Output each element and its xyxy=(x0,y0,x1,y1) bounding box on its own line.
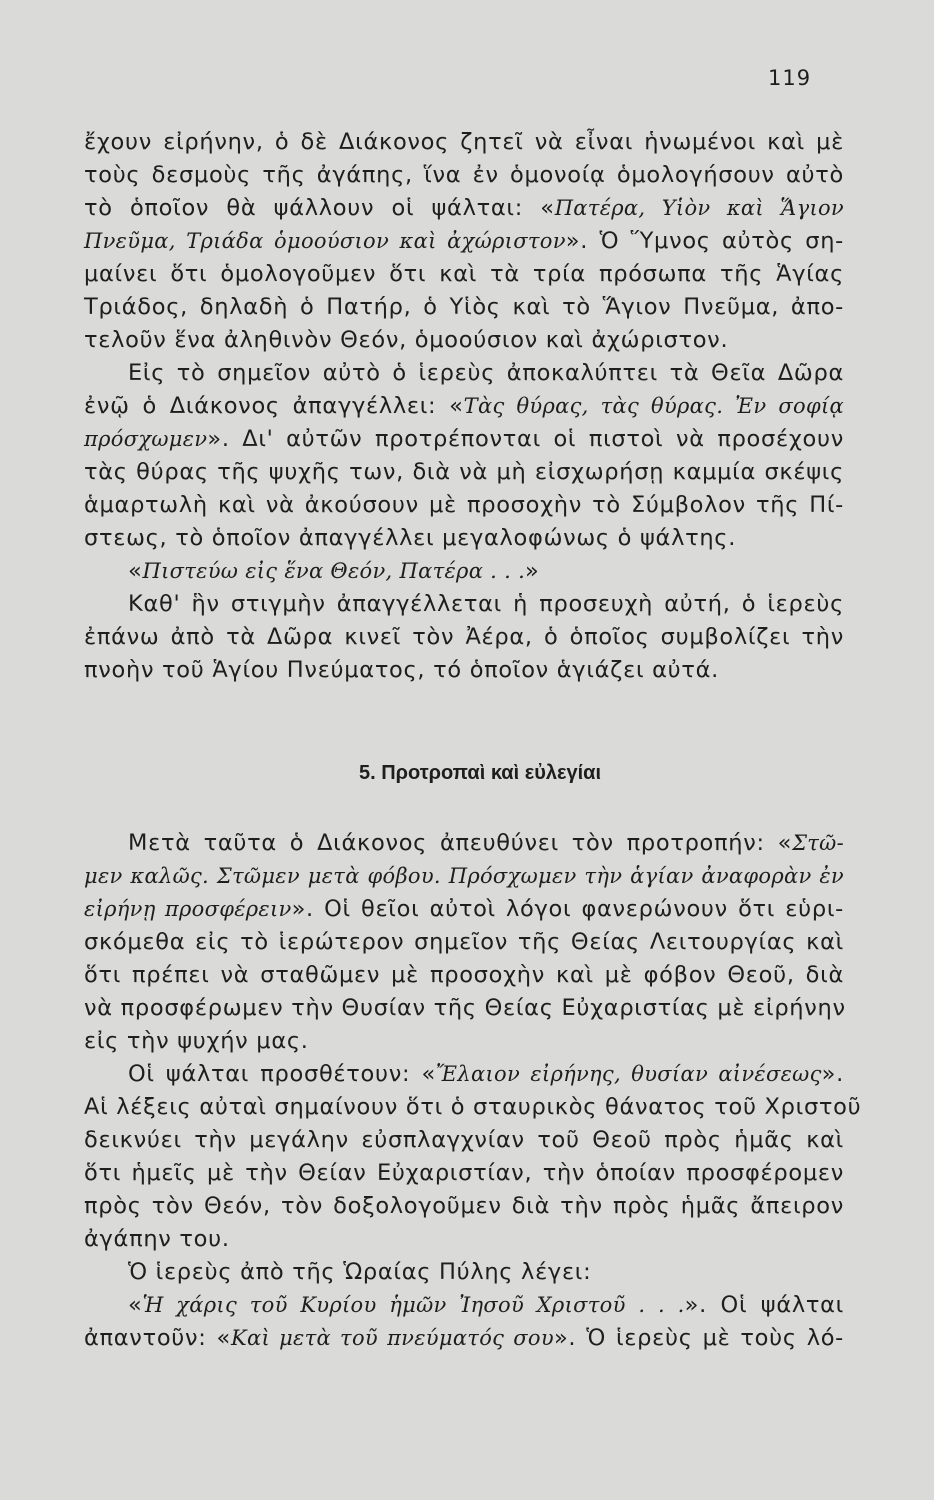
text-run: ἀγάπην του. xyxy=(84,1226,230,1252)
text-line xyxy=(84,1322,844,1355)
text-run: « xyxy=(128,558,143,584)
text-run: ». Δι' αὐτῶν προτρέπονται οἱ πιστοὶ νὰ προσέχουν xyxy=(207,426,844,452)
text-line xyxy=(84,456,844,489)
text-run: Αἱ λέξεις αὐταὶ σημαίνουν ὅτι ὁ σταυρικὸς θάνατος τοῦ Χριστοῦ xyxy=(84,1094,862,1120)
text-run: ἐνῷ ὁ Διάκονος ἀπαγγέλλει: « xyxy=(84,393,464,419)
text-line xyxy=(84,522,844,555)
text-line xyxy=(84,423,844,456)
text-run: ». Ὁ ἱερεὺς μὲ τοὺς λό- xyxy=(553,1325,844,1351)
text-line xyxy=(84,588,844,621)
text-run: ἁμαρτωλὴ καὶ νὰ ἀκούσουν μὲ προσοχὴν τὸ Σύμβολον τῆς Πί- xyxy=(84,492,844,518)
text-line xyxy=(84,1058,844,1091)
text-run: εἰς τὴν ψυχήν μας. xyxy=(84,1028,309,1054)
italic-quote: Πατέρα, Υἱὸν καὶ Ἅγιον xyxy=(554,196,844,220)
text-run: ἐπάνω ἀπὸ τὰ Δῶρα κινεῖ τὸν Ἀέρα, ὁ ὁποῖος συμβολίζει τὴν xyxy=(84,624,844,650)
italic-quote: μεν καλῶς. Στῶμεν μετὰ φόβου. Πρόσχωμεν τὴν ἁγίαν ἀναφορὰν ἐν xyxy=(84,864,844,888)
italic-quote: Ἔλαιον εἰρήνης, θυσίαν αἰνέσεως xyxy=(435,1062,822,1086)
text-line xyxy=(84,192,844,225)
text-line xyxy=(84,555,844,588)
italic-quote: Ἡ χάρις τοῦ Κυρίου ἡμῶν Ἰησοῦ Χριστοῦ . . . xyxy=(142,1293,685,1317)
text-run: πρὸς τὸν Θεόν, τὸν δοξολογοῦμεν διὰ τὴν πρὸς ἡμᾶς ἄπειρον xyxy=(84,1193,844,1219)
text-block-lower xyxy=(84,827,862,1355)
text-run: τοὺς δεσμοὺς τῆς ἀγάπης, ἵνα ἐν ὁμονοίᾳ ὁμολογήσουν αὐτὸ xyxy=(84,162,844,188)
page-number: 119 xyxy=(768,66,812,90)
italic-quote: Στῶ- xyxy=(792,831,844,855)
text-run: ». Οἱ ψάλται xyxy=(684,1292,844,1318)
italic-quote: Πνεῦμα, Τριάδα ὁμοούσιον καὶ ἀχώριστον xyxy=(84,229,566,253)
text-run: Οἱ ψάλται προσθέτουν: « xyxy=(128,1061,436,1087)
text-run: νὰ προσφέρωμεν τὴν Θυσίαν τῆς Θείας Εὐχαριστίας μὲ εἰρήνην xyxy=(84,995,846,1021)
text-run: τὸ ὁποῖον θὰ ψάλλουν οἱ ψάλται: « xyxy=(84,195,555,221)
text-line xyxy=(84,1025,844,1058)
text-run: πνοὴν τοῦ Ἁγίου Πνεύματος, τό ὁποῖον ἁγιάζει αὐτά. xyxy=(84,657,720,683)
italic-quote: πρόσχωμεν xyxy=(84,427,208,451)
text-run: ». Οἱ θεῖοι αὐτοὶ λόγοι φανερώνουν ὅτι εὑρι- xyxy=(291,896,844,922)
text-line xyxy=(84,258,844,291)
text-line xyxy=(84,1091,862,1124)
text-line xyxy=(84,621,844,654)
text-run: Τριάδος, δηλαδὴ ὁ Πατήρ, ὁ Υἱὸς καὶ τὸ Ἅγιον Πνεῦμα, ἀπο- xyxy=(84,294,844,320)
text-run: ἔχουν εἰρήνην, ὁ δὲ Διάκονος ζητεῖ νὰ εἶναι ἡνωμένοι καὶ μὲ xyxy=(84,129,844,155)
text-line xyxy=(84,1190,844,1223)
text-line xyxy=(84,1289,844,1322)
italic-quote: εἰρήνῃ προσφέρειν xyxy=(84,897,292,921)
text-line xyxy=(84,1157,844,1190)
text-line xyxy=(84,926,844,959)
text-run: ». Ὁ Ὕμνος αὐτὸς ση- xyxy=(565,228,845,254)
text-run: Μετὰ ταῦτα ὁ Διάκονος ἀπευθύνει τὸν προτροπήν: « xyxy=(128,830,793,856)
text-line xyxy=(84,1223,844,1256)
text-line xyxy=(84,390,844,423)
text-line xyxy=(84,654,844,687)
text-line xyxy=(84,893,844,926)
italic-quote: Πιστεύω εἰς ἕνα Θεόν, Πατέρα . . . xyxy=(142,559,526,583)
text-line xyxy=(84,324,844,357)
text-run: δεικνύει τὴν μεγάλην εὐσπλαγχνίαν τοῦ Θεοῦ πρὸς ἡμᾶς καὶ xyxy=(84,1127,844,1153)
text-line xyxy=(84,126,844,159)
text-run: Καθ' ἣν στιγμὴν ἀπαγγέλλεται ἡ προσευχὴ αὐτή, ὁ ἱερεὺς xyxy=(128,591,844,617)
text-line xyxy=(84,827,844,860)
text-line xyxy=(84,225,844,258)
text-run: τελοῦν ἕνα ἀληθινὸν Θεόν, ὁμοούσιον καὶ ἀχώριστον. xyxy=(84,327,729,353)
text-line xyxy=(84,1256,844,1289)
text-line xyxy=(84,959,844,992)
section-heading: 5. Προτροπαὶ καὶ εὐλεγίαι xyxy=(358,762,601,784)
text-run: « xyxy=(128,1292,143,1318)
text-run: ». xyxy=(821,1061,844,1087)
text-run: » xyxy=(525,558,540,584)
text-line xyxy=(84,860,844,893)
text-line xyxy=(84,1124,844,1157)
text-block-upper xyxy=(84,126,844,687)
italic-quote: Καὶ μετὰ τοῦ πνεύματός σου xyxy=(230,1326,554,1350)
text-run: σκόμεθα εἰς τὸ ἱερώτερον σημεῖον τῆς Θείας Λειτουργίας καὶ xyxy=(84,929,844,955)
text-run: μαίνει ὅτι ὁμολογοῦμεν ὅτι καὶ τὰ τρία πρόσωπα τῆς Ἁγίας xyxy=(84,261,844,287)
text-run: ὅτι ἡμεῖς μὲ τὴν Θείαν Εὐχαριστίαν, τὴν ὁποίαν προσφέρομεν xyxy=(84,1160,844,1186)
text-run: στεως, τὸ ὁποῖον ἀπαγγέλλει μεγαλοφώνως ὁ ψάλτης. xyxy=(84,525,737,551)
text-line xyxy=(84,489,844,522)
italic-quote: Τὰς θύρας, τὰς θύρας. Ἐν σοφίᾳ xyxy=(463,394,844,418)
text-run: ὅτι πρέπει νὰ σταθῶμεν μὲ προσοχὴν καὶ μὲ φόβον Θεοῦ, διὰ xyxy=(84,962,844,988)
text-line xyxy=(84,357,844,390)
text-line xyxy=(84,159,844,192)
text-line xyxy=(84,291,844,324)
text-run: Εἰς τὸ σημεῖον αὐτὸ ὁ ἱερεὺς ἀποκαλύπτει τὰ Θεῖα Δῶρα xyxy=(128,360,844,386)
text-run: ἀπαντοῦν: « xyxy=(84,1325,231,1351)
text-run: τὰς θύρας τῆς ψυχῆς των, διὰ νὰ μὴ εἰσχωρήσῃ καμμία σκέψις xyxy=(84,459,844,485)
text-line xyxy=(84,992,844,1025)
text-run: Ὁ ἱερεὺς ἀπὸ τῆς Ὡραίας Πύλης λέγει: xyxy=(128,1259,592,1285)
